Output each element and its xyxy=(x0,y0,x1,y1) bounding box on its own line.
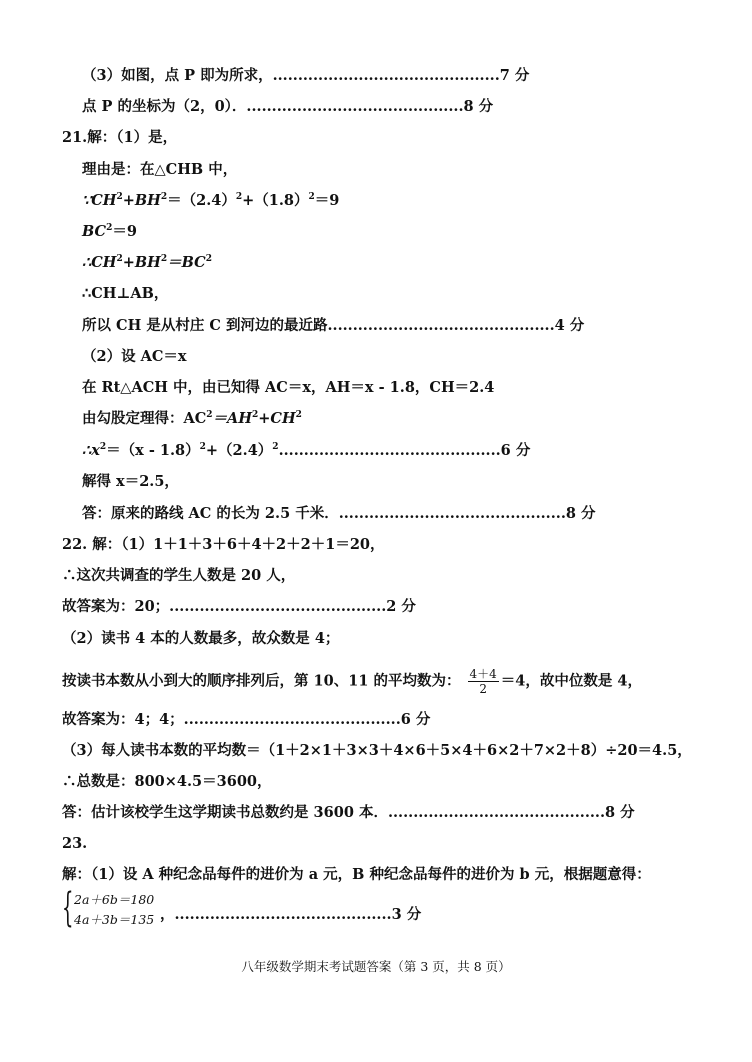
text-line: 故答案为：20；...........................................2 分 xyxy=(62,598,416,615)
equation-2: 4a＋3b＝135 xyxy=(74,912,155,927)
term: ＝BC xyxy=(167,254,206,271)
exponent: 2 xyxy=(308,192,315,202)
equation-1: 2a＋6b＝180 xyxy=(74,892,155,907)
fraction-numerator: 4＋4 xyxy=(469,667,497,681)
term: +CH xyxy=(258,410,296,427)
exponent: 2 xyxy=(295,410,302,420)
text-line: 理由是：在△CHB 中， xyxy=(82,161,238,178)
equation-line xyxy=(82,441,530,461)
equation-line xyxy=(82,222,137,242)
term: ............................................6 分 xyxy=(278,442,531,459)
equation-line xyxy=(62,667,642,696)
term: ∴x xyxy=(82,442,100,459)
text-line: （2）设 AC＝x xyxy=(82,348,187,365)
exponent: 2 xyxy=(160,254,168,264)
question-23-heading: 23. xyxy=(62,835,88,852)
term: +（1.8） xyxy=(242,192,309,209)
text-line: （2）读书 4 本的人数最多，故众数是 4； xyxy=(62,630,340,647)
term: 由勾股定理得：AC xyxy=(82,410,207,427)
term: +BH xyxy=(122,254,161,271)
text-line: ∴CH⊥AB， xyxy=(82,285,169,302)
text-line: 点 P 的坐标为（2，0）．...........................................8 分 xyxy=(82,98,494,115)
term: ＝4，故中位数是 4， xyxy=(500,672,643,690)
term: 按读书本数从小到大的顺序排列后，第 10、11 的平均数为： xyxy=(62,672,461,690)
text-line: 在 Rt△ACH 中，由已知得 AC＝x，AH＝x - 1.8，CH＝2.4 xyxy=(82,379,495,396)
exponent: 2 xyxy=(106,223,113,233)
exponent: 2 xyxy=(199,442,206,452)
text-line: （3）如图，点 P 即为所求，.............................................7 分 xyxy=(82,67,530,84)
exponent: 2 xyxy=(206,410,213,420)
text-line: 解：（1）设 A 种纪念品每件的进价为 a 元，B 种纪念品每件的进价为 b 元，根据题意得： xyxy=(62,866,651,883)
term: ＝9 xyxy=(314,192,340,209)
text-line: ，...........................................3 分 xyxy=(160,906,422,923)
text-line: ∴这次共调查的学生人数是 20 人， xyxy=(62,567,296,584)
fraction-denominator: 2 xyxy=(479,682,487,696)
text-line: 解得 x＝2.5， xyxy=(82,473,179,490)
exponent: 2 xyxy=(272,442,279,452)
exponent: 2 xyxy=(205,254,212,264)
term: ＝9 xyxy=(112,223,137,240)
exponent: 2 xyxy=(116,254,123,264)
text-line: 故答案为：4；4；...........................................6 分 xyxy=(62,711,431,728)
fraction xyxy=(468,667,499,696)
term: ＝（x - 1.8） xyxy=(106,442,200,459)
term: +（2.4） xyxy=(205,442,273,459)
equation-line xyxy=(82,191,339,211)
exponent: 2 xyxy=(252,410,259,420)
question-22-heading: 22. 解：（1）1＋1＋3＋6＋4＋2＋2＋1＝20， xyxy=(62,536,385,553)
text-line: 所以 CH 是从村庄 C 到河边的最近路.............................................4 分 xyxy=(82,317,585,334)
term: ∵CH xyxy=(82,192,117,209)
term: ＝（2.4） xyxy=(167,192,236,209)
equation-system xyxy=(62,885,155,931)
text-line: 答：估计该校学生这学期读书总数约是 3600 本．...........................................8 分 xyxy=(62,804,635,821)
page-footer: 八年级数学期末考试题答案（第 3 页，共 8 页） xyxy=(241,959,511,974)
term: +BH xyxy=(122,192,161,209)
term: BC xyxy=(82,223,107,240)
equation-line xyxy=(82,409,302,429)
exponent: 2 xyxy=(235,192,243,202)
text-line: ∴总数是：800×4.5＝3600， xyxy=(62,773,272,790)
term: ∴CH xyxy=(82,254,117,271)
exponent: 2 xyxy=(99,442,107,452)
exponent: 2 xyxy=(116,192,123,202)
left-brace: { xyxy=(62,885,74,931)
question-21-heading: 21.解：（1）是， xyxy=(62,129,178,146)
text-line: （3）每人读书本数的平均数＝（1＋2×1＋3×3＋4×6＋5×4＋6×2＋7×2＋8）÷20＝4.5， xyxy=(62,742,692,759)
term: ＝AH xyxy=(212,410,253,427)
text-line: 答：原来的路线 AC 的长为 2.5 千米．.............................................8 分 xyxy=(82,505,596,522)
equation-line xyxy=(82,253,212,273)
exponent: 2 xyxy=(160,192,168,202)
